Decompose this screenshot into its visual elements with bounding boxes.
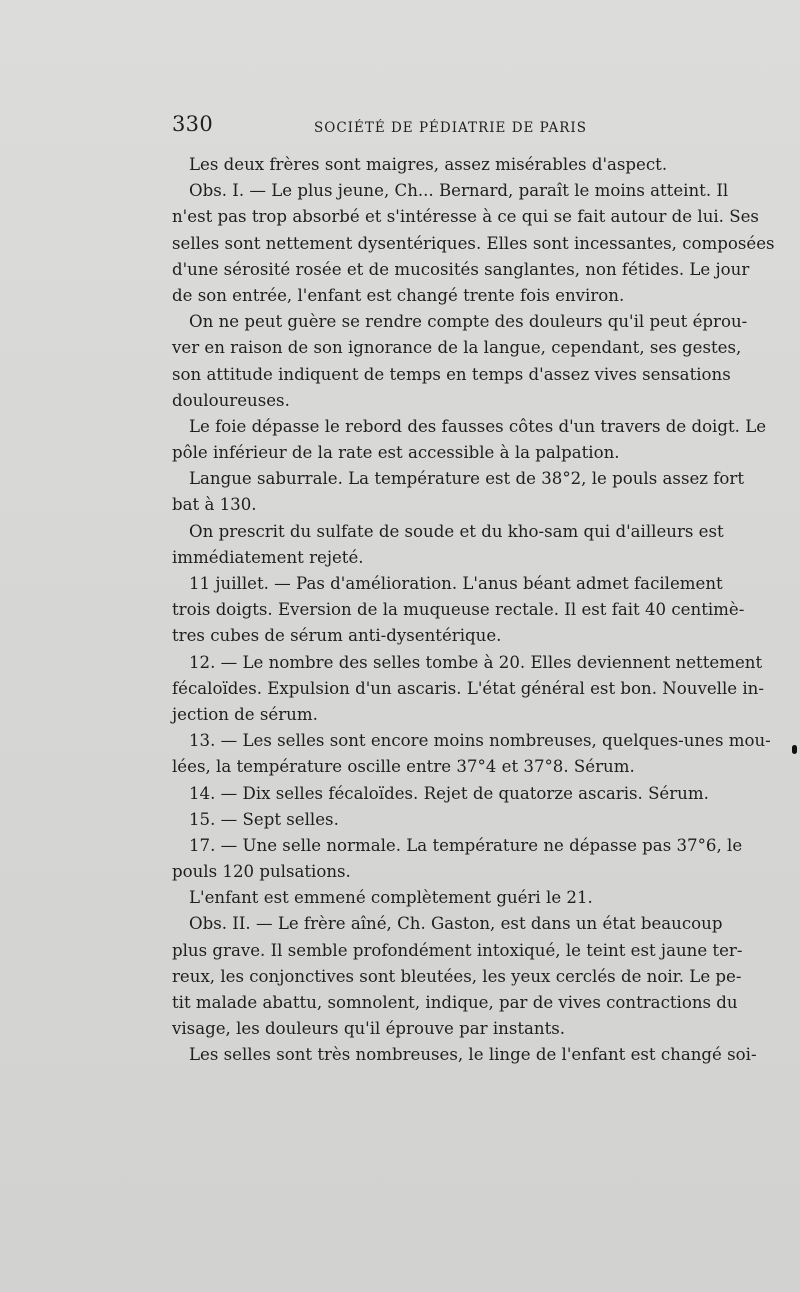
text-line: pouls 120 pulsations. (172, 862, 351, 882)
text-line: n'est pas trop absorbé et s'intéresse à ce qui se fait autour de lui. Ses (172, 207, 759, 227)
text-line: On ne peut guère se rendre compte des douleurs qu'il peut éprou- (189, 312, 748, 332)
text-line: Obs. I. — Le plus jeune, Ch... Bernard, paraît le moins atteint. Il (189, 181, 729, 201)
text-line: d'une sérosité rosée et de mucosités sanglantes, non fétides. Le jour (172, 259, 750, 279)
text-line: 11 juillet. — Pas d'amélioration. L'anus béant admet facilement (189, 574, 723, 593)
text-line: Les deux frères sont maigres, assez misérables d'aspect. (189, 155, 668, 174)
text-line: tres cubes de sérum anti-dysentérique. (172, 626, 502, 646)
text-line: 15. — Sept selles. (189, 809, 339, 829)
text-line: On prescrit du sulfate de soude et du kho-sam qui d'ailleurs est (189, 521, 724, 541)
text-line: plus grave. Il semble profondément intoxiqué, le teint est jaune ter- (172, 940, 743, 960)
body-text (172, 152, 775, 1069)
text-line: immédiatement rejeté. (172, 547, 364, 567)
text-line: douloureuses. (172, 390, 290, 410)
page-number: 330 (172, 112, 213, 136)
running-head: SOCIÉTÉ DE PÉDIATRIE DE PARIS (314, 120, 588, 136)
text-line: tit malade abattu, somnolent, indique, par de vives contractions du (172, 993, 738, 1012)
margin-ink-mark (792, 745, 797, 754)
page-header (172, 112, 712, 138)
text-line: fécaloïdes. Expulsion d'un ascaris. L'état général est bon. Nouvelle in- (172, 678, 764, 698)
text-line: 17. — Une selle normale. La température ne dépasse pas 37°6, le (189, 835, 743, 855)
text-line: lées, la température oscille entre 37°4 et 37°8. Sérum. (172, 757, 635, 777)
text-line: de son entrée, l'enfant est changé trente fois environ. (172, 285, 625, 305)
text-line: jection de sérum. (172, 704, 318, 724)
text-line: Le foie dépasse le rebord des fausses côtes d'un travers de doigt. Le (189, 416, 767, 436)
text-line: Obs. II. — Le frère aîné, Ch. Gaston, est dans un état beaucoup (189, 914, 723, 934)
text-line: pôle inférieur de la rate est accessible à la palpation. (172, 443, 620, 463)
text-line: visage, les douleurs qu'il éprouve par instants. (172, 1019, 566, 1039)
text-line: trois doigts. Eversion de la muqueuse rectale. Il est fait 40 centimè- (172, 600, 745, 620)
text-line: son attitude indiquent de temps en temps d'assez vives sensations (172, 364, 731, 384)
text-line: L'enfant est emmené complètement guéri le 21. (189, 888, 593, 908)
text-line: 14. — Dix selles fécaloïdes. Rejet de quatorze ascaris. Sérum. (189, 783, 709, 803)
text-line: reux, les conjonctives sont bleutées, les yeux cerclés de noir. Le pe- (172, 966, 742, 986)
text-line: selles sont nettement dysentériques. Elles sont incessantes, composées (172, 233, 775, 253)
text-line: bat à 130. (172, 495, 257, 515)
text-line: 13. — Les selles sont encore moins nombreuses, quelques-unes mou- (189, 731, 771, 751)
text-line: 12. — Le nombre des selles tombe à 20. Elles deviennent nettement (189, 652, 763, 672)
text-line: Langue saburrale. La température est de 38°2, le pouls assez fort (189, 469, 745, 489)
text-line: ver en raison de son ignorance de la langue, cependant, ses gestes, (172, 338, 742, 358)
text-line: Les selles sont très nombreuses, le linge de l'enfant est changé soi- (189, 1045, 757, 1065)
